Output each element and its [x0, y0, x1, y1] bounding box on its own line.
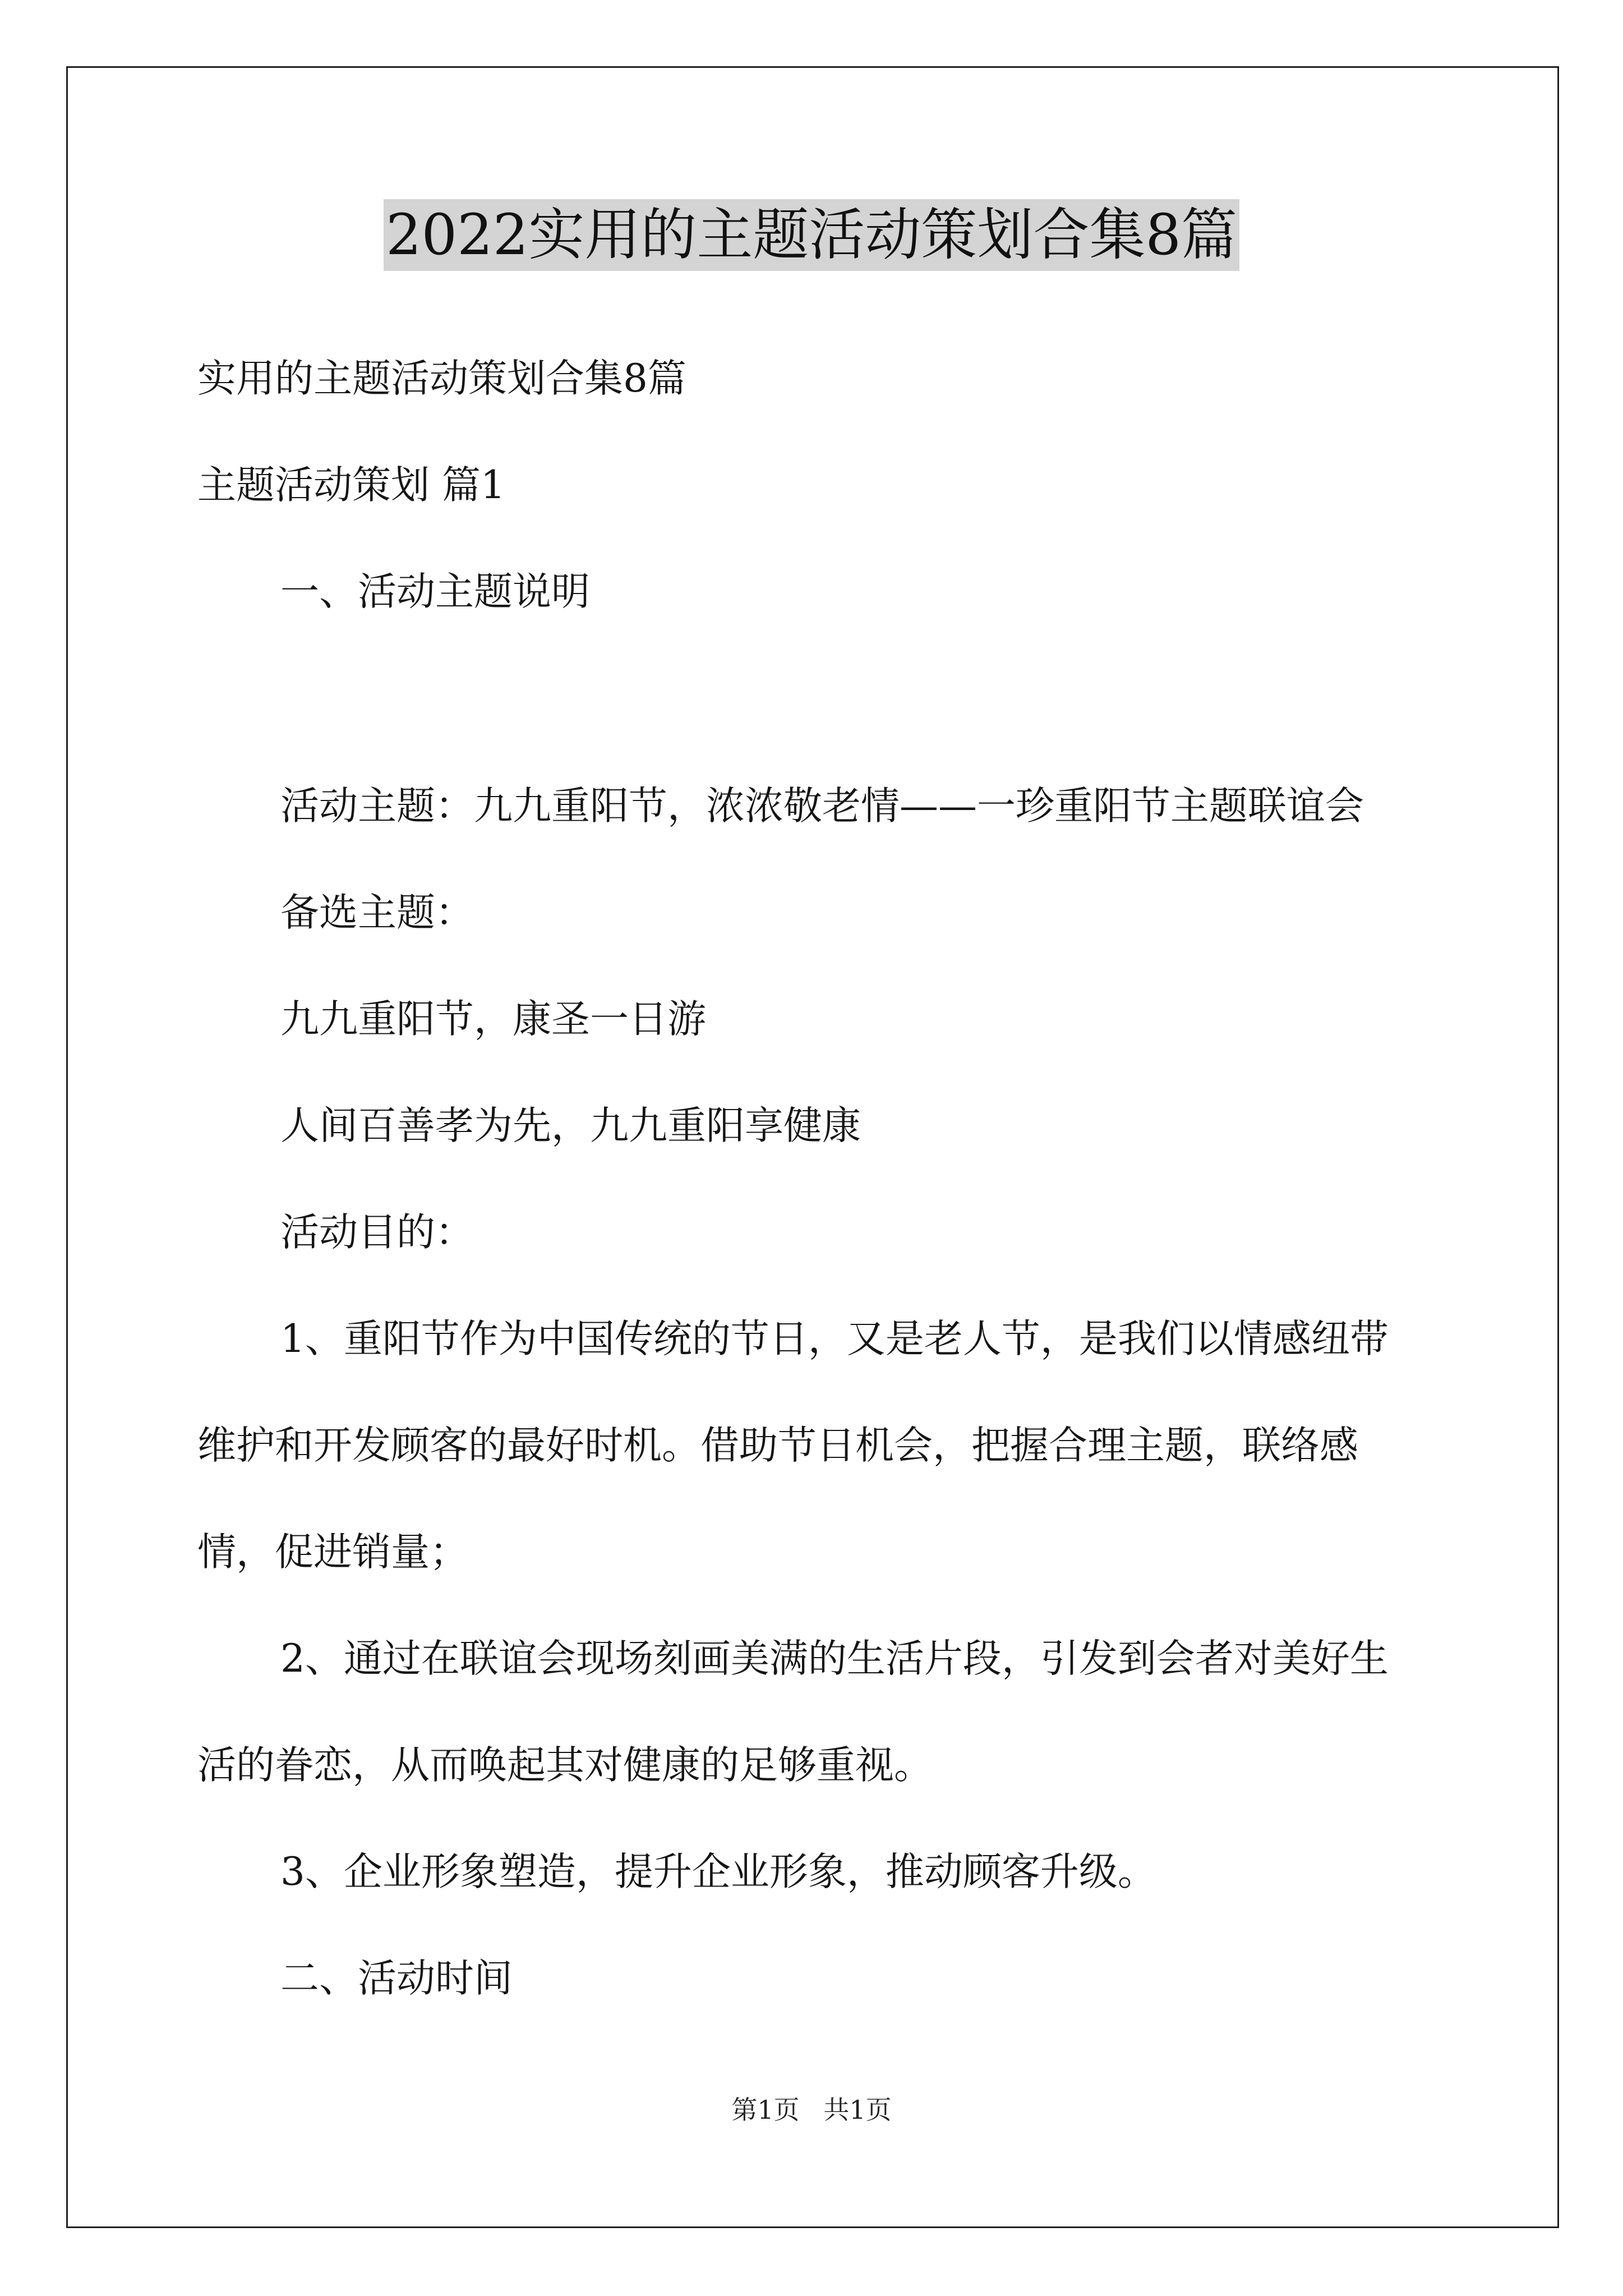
page-total: 共1页: [823, 2095, 892, 2125]
paragraph: 备选主题：: [280, 890, 474, 935]
title-container: [0, 199, 1623, 271]
paragraph: 人间百善孝为先，九九重阳享健康: [280, 1103, 861, 1148]
paragraph: 2、通过在联谊会现场刻画美满的生活片段，引发到会者对美好生: [280, 1636, 1389, 1681]
paragraph: 九九重阳节，康圣一日游: [280, 997, 706, 1042]
paragraph: 情，促进销量；: [197, 1530, 468, 1575]
paragraph: 维护和开发顾客的最好时机。借助节日机会，把握合理主题，联络感: [197, 1423, 1358, 1468]
paragraph: 活的眷恋，从而唤起其对健康的足够重视。: [197, 1743, 933, 1788]
page-footer: [0, 2090, 1623, 2127]
section-heading: 主题活动策划 篇1: [197, 463, 505, 508]
paragraph: 1、重阳节作为中国传统的节日，又是老人节，是我们以情感纽带: [280, 1317, 1389, 1361]
page-number: 第1页: [731, 2095, 800, 2125]
paragraph: 3、企业形象塑造，提升企业形象，推动顾客升级。: [280, 1849, 1156, 1894]
paragraph: 活动主题：九九重阳节，浓浓敬老情——一珍重阳节主题联谊会: [280, 784, 1364, 829]
document-title: 2022实用的主题活动策划合集8篇: [384, 199, 1239, 271]
heading-activity-theme: 一、活动主题说明: [280, 569, 590, 614]
subtitle-line: 实用的主题活动策划合集8篇: [197, 356, 686, 401]
paragraph: 活动目的：: [280, 1210, 474, 1255]
heading-activity-time: 二、活动时间: [280, 1956, 513, 2001]
